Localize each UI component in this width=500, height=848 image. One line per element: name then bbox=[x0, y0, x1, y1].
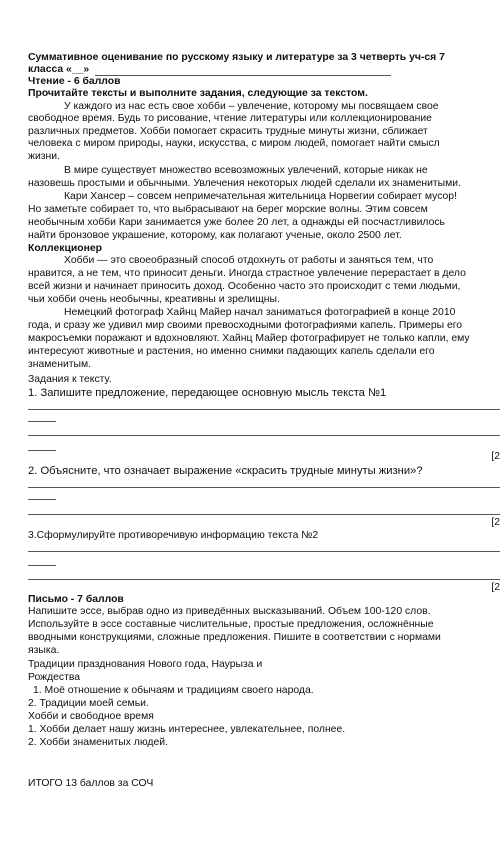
topic-group-title: Рождества bbox=[28, 672, 81, 683]
page-title-class: класса «__» bbox=[28, 64, 90, 75]
writing-instruction: языка. bbox=[28, 645, 60, 656]
text1-line: жизни. bbox=[28, 151, 60, 162]
answer-line[interactable] bbox=[28, 409, 500, 410]
text2-line: Хобби — это своеобразный способ отдохнуть от работы и заняться тем, что bbox=[64, 255, 434, 266]
answer-line[interactable] bbox=[28, 565, 56, 566]
text2-line: интересуют животные и растения, но именно снимки падающих капель сделали его bbox=[28, 346, 435, 357]
answer-line[interactable] bbox=[28, 514, 500, 515]
text1-line: У каждого из нас есть свое хобби – увлечение, которому мы посвящаем свое bbox=[64, 101, 439, 112]
page-title: Суммативное оценивание по русскому языку и литературе за 3 четверть уч-ся 7 bbox=[28, 52, 445, 63]
topic-item: 1. Хобби делает нашу жизнь интереснее, увлекательнее, полнее. bbox=[28, 724, 346, 735]
topic-item: 2. Традиции моей семьи. bbox=[28, 698, 149, 709]
answer-line[interactable] bbox=[28, 551, 500, 552]
text1-line: найти бронзовое украшение, которому, как полагают ученые, около 2500 лет. bbox=[28, 230, 402, 241]
text2-line: Немецкий фотограф Хайнц Майер начал заниматься фотографией в конце 2010 bbox=[64, 307, 456, 318]
text2-line: всей жизни и начинает приносить доход. Особенно часто это происходит с теми людьми, bbox=[28, 281, 461, 292]
writing-heading: Письмо - 7 баллов bbox=[28, 594, 124, 605]
text2-line: знаменитым. bbox=[28, 359, 92, 370]
answer-line[interactable] bbox=[28, 450, 56, 451]
writing-instruction: вводными конструкциями, сложные предложения. Пишите в соответствии с нормами bbox=[28, 632, 441, 643]
task2-score: [2 bbox=[491, 517, 500, 528]
text1-line: необычным хобби Кари занимается уже более 20 лет, а однажды ей посчастливилось bbox=[28, 217, 445, 228]
text2-heading: Коллекционер bbox=[28, 243, 102, 254]
text1-line: различных предметов. Хобби помогает скрасить трудные минуты жизни, сближает bbox=[28, 126, 428, 137]
text2-line: года, и сразу же удивил мир своими превосходными фотографиями капель. Примеры его bbox=[28, 320, 463, 331]
topic-item: 1. Моё отношение к обычаям и традициям своего народа. bbox=[33, 685, 314, 696]
text2-line: чьи хобби очень необычны, креативны и зрелищны. bbox=[28, 294, 280, 305]
text2-line: нравится, а не тем, что приносит деньги. Иногда страстное увлечение перерастает в дело bbox=[28, 268, 466, 279]
answer-line[interactable] bbox=[28, 499, 56, 500]
class-underline bbox=[95, 75, 391, 76]
text1-line: В мире существует множество всевозможных увлечений, которые никак не bbox=[64, 165, 428, 176]
task3-text: 3.Сформулируйте противоречивую информацию текста №2 bbox=[28, 530, 319, 541]
text2-line: макросъемки поражают и вдохновляют. Хайнц Майер фотографирует не только капли, ему bbox=[28, 333, 470, 344]
tasks-heading: Задания к тексту. bbox=[28, 374, 112, 385]
topic-group-title: Хобби и свободное время bbox=[28, 711, 154, 722]
topic-item: 2. Хобби знаменитых людей. bbox=[28, 737, 168, 748]
task1-score: [2 bbox=[491, 451, 500, 462]
answer-line[interactable] bbox=[28, 579, 500, 580]
reading-instruction: Прочитайте тексты и выполните задания, следующие за текстом. bbox=[28, 88, 368, 99]
answer-line[interactable] bbox=[28, 421, 56, 422]
task1-text: 1. Запишите предложение, передающее основную мысль текста №1 bbox=[28, 387, 387, 399]
total-score: ИТОГО 13 баллов за СОЧ bbox=[28, 778, 154, 789]
answer-line[interactable] bbox=[28, 435, 500, 436]
text1-line: Но заметьте собирает то, что выбрасывают на берег морские волны. Этим совсем bbox=[28, 204, 428, 215]
text1-line: свободное время. Будь то рисование, чтение литературы или коллекционирование bbox=[28, 113, 432, 124]
reading-heading: Чтение - 6 баллов bbox=[28, 76, 121, 87]
writing-instruction: Напишите эссе, выбрав одно из приведённых высказываний. Объем 100-120 слов. bbox=[28, 606, 431, 617]
text1-line: Кари Хансер – совсем непримечательная жительница Норвегии собирает мусор! bbox=[64, 191, 457, 202]
task3-score: [2 bbox=[491, 582, 500, 593]
topic-group-title: Традиции празднования Нового года, Наурыза и bbox=[28, 659, 263, 670]
writing-instruction: Используйте в эссе составные числительные, простые предложения, осложнённые bbox=[28, 619, 434, 630]
text1-line: назовешь простыми и обычными. Увлечения некоторых людей сделали их знаменитыми. bbox=[28, 178, 461, 189]
answer-line[interactable] bbox=[28, 487, 500, 488]
task2-text: 2. Объясните, что означает выражение «скрасить трудные минуты жизни»? bbox=[28, 465, 423, 477]
text1-line: человека с миром природы, науки, искусства, с миром людей, помогает найти смысл bbox=[28, 138, 440, 149]
